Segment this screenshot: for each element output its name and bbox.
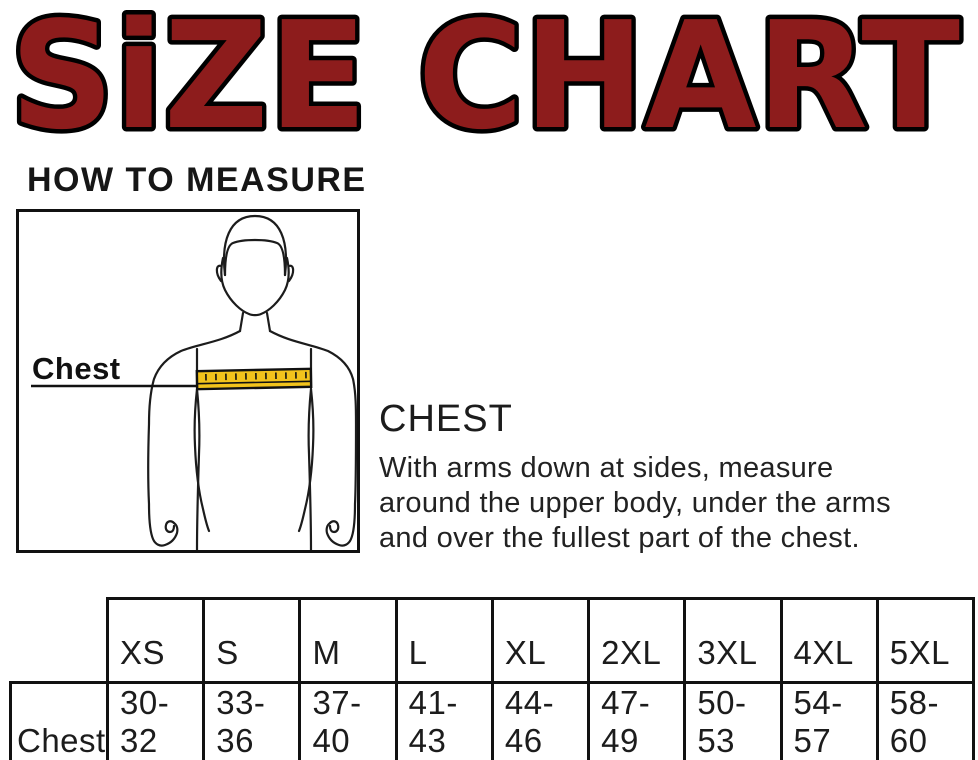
hair-outline — [224, 216, 286, 275]
page-title — [0, 0, 978, 155]
page-title-text: SiZE CHART — [10, 0, 961, 155]
chest-label: Chest — [32, 351, 121, 386]
right-thumb — [330, 521, 338, 532]
chest-measurements-row — [11, 683, 974, 760]
size-column-header: 2XL — [589, 599, 685, 683]
measurement-figure — [16, 209, 360, 553]
chest-range-cell: 50-53 — [685, 683, 781, 760]
chest-description-section — [379, 399, 969, 556]
torso-illustration — [19, 212, 357, 550]
chest-paragraph — [379, 451, 969, 556]
measuring-tape — [197, 369, 311, 389]
size-column-header: L — [396, 599, 492, 683]
size-column-header: 5XL — [877, 599, 973, 683]
chest-range-cell: 54-57 — [781, 683, 877, 760]
face-outline — [221, 258, 288, 315]
chest-paragraph-line: around the upper body, under the arms — [379, 487, 891, 519]
chest-range-cell: 41-43 — [396, 683, 492, 760]
size-column-header: M — [300, 599, 396, 683]
chest-range-cell: 47-49 — [589, 683, 685, 760]
chest-range-cell: 30-32 — [108, 683, 204, 760]
table-corner-spacer — [11, 599, 108, 683]
how-to-measure-heading: HOW TO MEASURE — [27, 161, 367, 199]
neck-left — [240, 313, 243, 331]
chest-row-label: Chest — [11, 683, 108, 760]
size-header-row — [11, 599, 974, 683]
size-table — [9, 597, 975, 760]
chest-paragraph-line: With arms down at sides, measure — [379, 452, 834, 484]
chest-paragraph-line: and over the fullest part of the chest. — [379, 522, 860, 554]
size-column-header: 4XL — [781, 599, 877, 683]
chest-range-cell: 33-36 — [204, 683, 300, 760]
chest-heading: CHEST — [379, 398, 513, 440]
chest-range-cell: 44-46 — [492, 683, 588, 760]
chest-range-cell: 37-40 — [300, 683, 396, 760]
size-column-header: 3XL — [685, 599, 781, 683]
chest-range-cell: 58-60 — [877, 683, 973, 760]
size-column-header: S — [204, 599, 300, 683]
neck-right — [267, 313, 270, 331]
size-column-header: XS — [108, 599, 204, 683]
hairline — [225, 240, 285, 275]
size-column-header: XL — [492, 599, 588, 683]
left-thumb — [166, 521, 174, 532]
tape-band — [197, 369, 311, 389]
